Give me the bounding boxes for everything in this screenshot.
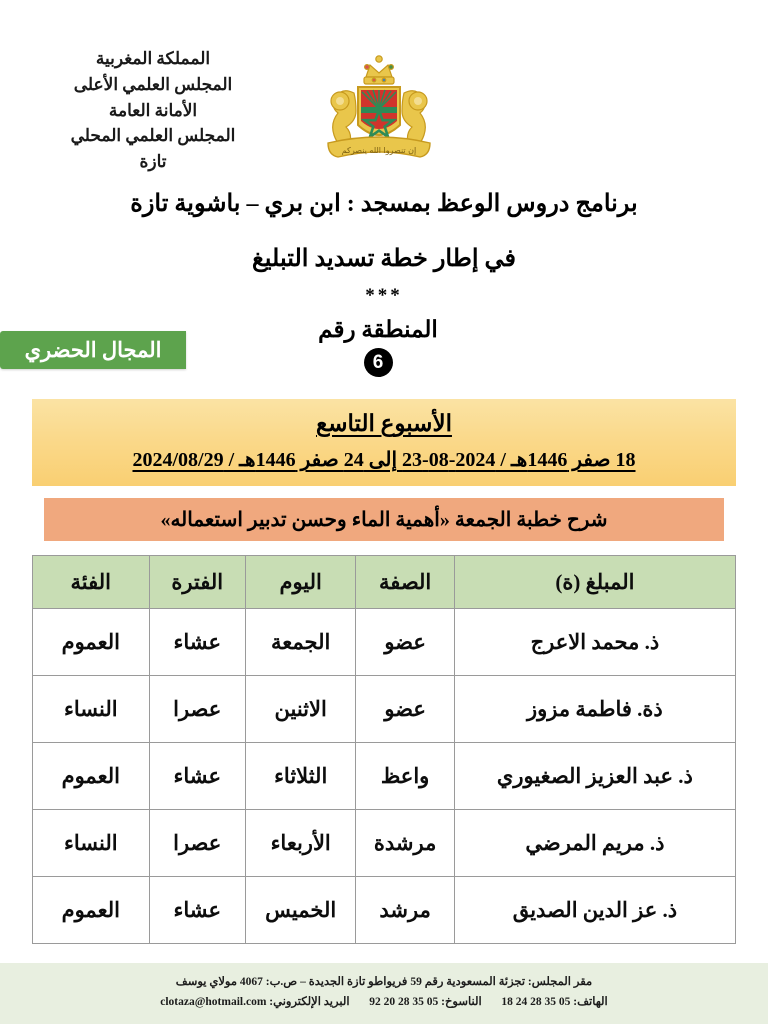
cell-day: الجمعة [245, 609, 355, 676]
footer-email-value: clotaza@hotmail.com [160, 996, 267, 1009]
cell-role: واعظ [356, 743, 454, 810]
urban-area-badge: المجال الحضري [0, 331, 186, 369]
cell-name: ذ. مريم المرضي [454, 810, 735, 877]
khutba-topic-banner: شرح خطبة الجمعة «أهمية الماء وحسن تدبير استعماله» [44, 498, 724, 541]
cell-day: الثلاثاء [245, 743, 355, 810]
footer-email-label: البريد الإلكتروني: [269, 996, 350, 1009]
cell-name: ذ. عز الدين الصديق [454, 877, 735, 944]
footer-phone-value: 05 35 28 24 18 [501, 996, 571, 1009]
cell-role: مرشد [356, 877, 454, 944]
title-block [0, 189, 768, 313]
cell-role: مرشدة [356, 810, 454, 877]
table-row [33, 609, 736, 676]
zone-label: المنطقة رقم [318, 317, 438, 343]
institution-line-3: الأمانة العامة [108, 100, 198, 120]
cell-category: العموم [33, 609, 150, 676]
zone-label-group [298, 317, 458, 377]
cell-category: النساء [33, 676, 150, 743]
table-row [33, 810, 736, 877]
table-header-row [33, 556, 736, 609]
cell-period: عشاء [149, 877, 245, 944]
footer-address: مقر المجلس: تجزئة المسعودية رقم 59 فريواطو تازة الجديدة – ص.ب: 4067 مولاي يوسف [175, 975, 593, 988]
cell-name: ذ. عبد العزيز الصغيوري [454, 743, 735, 810]
table-row [33, 676, 736, 743]
cell-day: الخميس [245, 877, 355, 944]
document-footer [0, 963, 768, 1024]
cell-role: عضو [356, 676, 454, 743]
cell-period: عصرا [149, 810, 245, 877]
moroccan-coat-of-arms-icon [304, 47, 454, 175]
cell-role: عضو [356, 609, 454, 676]
cell-period: عصرا [149, 676, 245, 743]
zone-number-badge: 6 [364, 348, 393, 377]
institution-line-1: المملكة المغربية [95, 49, 211, 68]
cell-day: الاثنين [245, 676, 355, 743]
program-subtitle: في إطار خطة تسديد التبليغ [252, 246, 516, 273]
svg-text:إن تنصروا الله ينصركم: إن تنصروا الله ينصركم [341, 145, 417, 155]
cell-name: ذ. محمد الاعرج [454, 609, 735, 676]
schedule-table-wrapper [32, 555, 736, 944]
table-row [33, 877, 736, 944]
footer-phone-label: الهاتف: [573, 996, 608, 1009]
cell-category: العموم [33, 877, 150, 944]
institution-line-5: تازة [139, 152, 167, 172]
zone-row [0, 317, 768, 395]
cell-category: العموم [33, 743, 150, 810]
footer-fax-value: 05 35 28 20 92 [369, 996, 439, 1009]
footer-contacts [0, 992, 768, 1013]
cell-category: النساء [33, 810, 150, 877]
institution-header [28, 46, 278, 175]
column-header-name: المبلغ (ة) [454, 556, 735, 609]
cell-name: ذة. فاطمة مزوز [454, 676, 735, 743]
column-header-day: اليوم [245, 556, 355, 609]
schedule-table [32, 555, 736, 944]
cell-period: عشاء [149, 743, 245, 810]
week-title: الأسبوع التاسع [316, 411, 452, 437]
week-banner [32, 399, 736, 486]
institution-line-2: المجلس العلمي الأعلى [73, 74, 233, 94]
program-title: برنامج دروس الوعظ بمسجد : ابن بري – باشوية تازة [130, 191, 638, 218]
title-separator: *** [365, 285, 403, 307]
document-header [0, 0, 768, 181]
column-header-role: الصفة [356, 556, 454, 609]
column-header-category: الفئة [33, 556, 150, 609]
cell-day: الأربعاء [245, 810, 355, 877]
cell-period: عشاء [149, 609, 245, 676]
column-header-period: الفترة [149, 556, 245, 609]
week-dates: 18 صفر 1446هـ / 2024-08-23 إلى 24 صفر 1446هـ / 2024/08/29 [132, 449, 636, 472]
footer-fax-label: الناسوخ: [441, 996, 482, 1009]
institution-line-4: المجلس العلمي المحلي [70, 126, 236, 146]
table-row [33, 743, 736, 810]
